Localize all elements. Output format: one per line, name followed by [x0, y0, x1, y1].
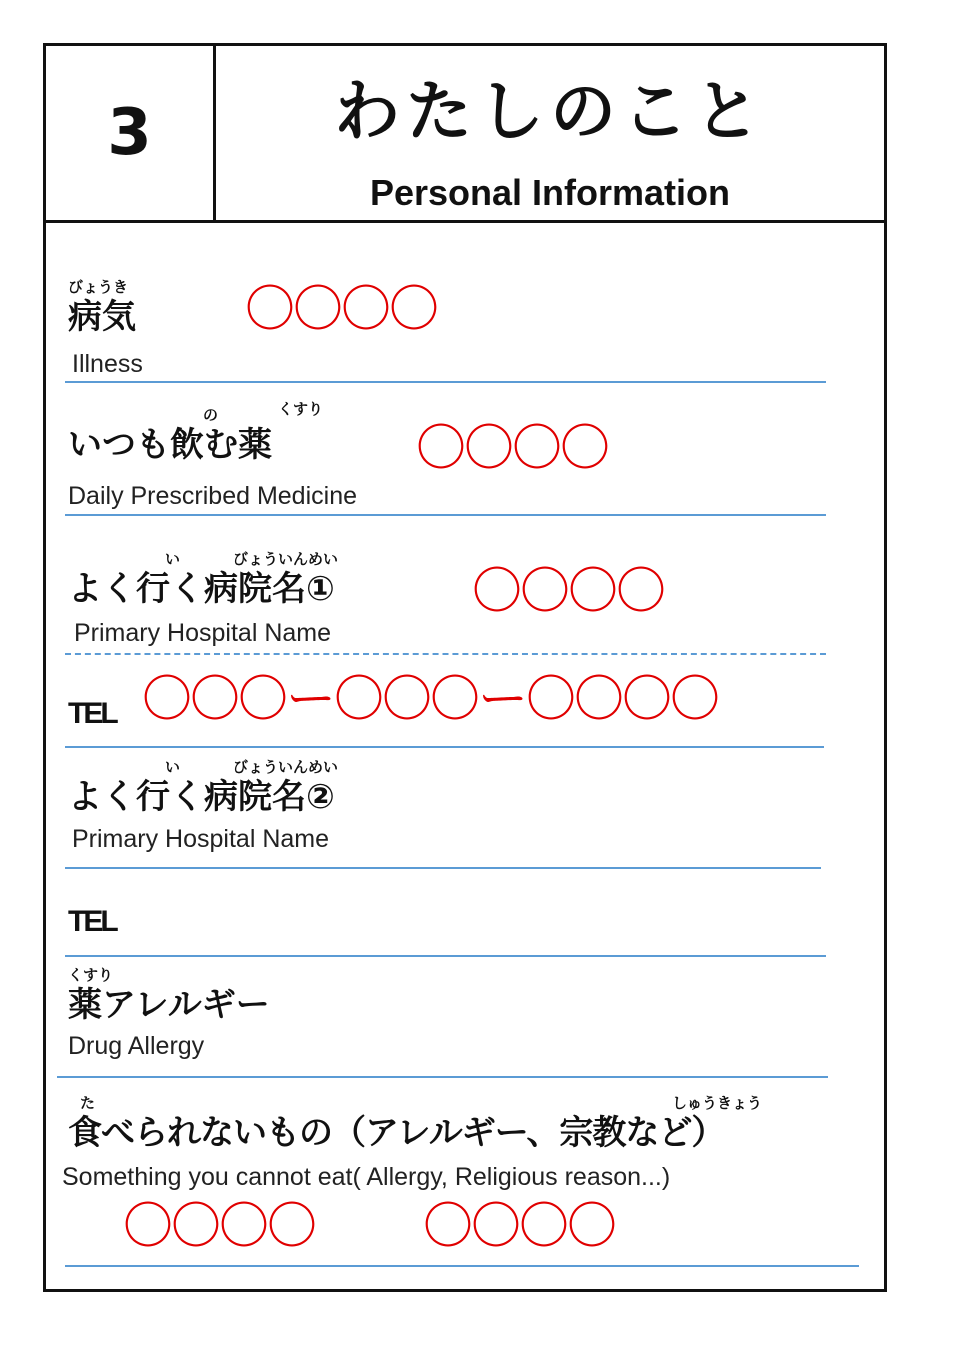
drug-allergy-rule	[57, 1076, 828, 1078]
hospital1-label-jp: よく行く病院名①	[68, 569, 335, 609]
section-number: 3	[107, 96, 152, 170]
hospital2-rule	[65, 867, 821, 869]
hospital1-ruby-iku: い	[165, 550, 181, 568]
hospital1-tel-value: 〇〇〇ー〇〇〇ー〇〇〇〇	[142, 670, 718, 728]
medicine-label-jp: いつも飲む薬	[68, 425, 272, 465]
hospital2-ruby-byouinmei: びょういんめい	[233, 758, 339, 776]
drug-allergy-label-en: Drug Allergy	[68, 1032, 205, 1060]
hospital2-tel-rule	[65, 955, 826, 957]
hospital1-label-en: Primary Hospital Name	[74, 619, 332, 647]
title-english: Personal Information	[369, 172, 731, 213]
medicine-rule	[65, 514, 826, 516]
hospital1-ruby-byouinmei: びょういんめい	[233, 550, 339, 568]
illness-ruby: びょうき	[68, 278, 129, 296]
food-value-1: 〇〇〇〇	[123, 1197, 315, 1255]
food-rule	[65, 1265, 859, 1267]
illness-rule	[65, 381, 826, 383]
illness-value: 〇〇〇〇	[245, 280, 437, 338]
hospital1-tel-rule	[65, 746, 824, 748]
hospital1-value: 〇〇〇〇	[472, 562, 664, 620]
hospital2-ruby-iku: い	[165, 758, 181, 776]
drug-allergy-ruby: くすり	[68, 966, 114, 984]
medicine-ruby-kusuri: くすり	[278, 400, 324, 418]
title-japanese: わたしのこと	[334, 73, 766, 150]
drug-allergy-label-jp: 薬アレルギー	[68, 985, 270, 1025]
hospital1-dashed-rule	[65, 653, 826, 655]
hospital2-tel-label: TEL	[68, 905, 116, 938]
food-ruby-shuukyou: しゅうきょう	[672, 1094, 763, 1112]
illness-label-jp: 病気	[68, 297, 136, 337]
header-divider-horizontal	[43, 220, 887, 223]
food-label-en: Something you cannot eat( Allergy, Religious reason...)	[62, 1163, 671, 1191]
food-ruby-taberu: た	[80, 1094, 96, 1112]
hospital2-label-en: Primary Hospital Name	[72, 825, 330, 853]
hospital1-tel-label: TEL	[68, 697, 116, 730]
food-label-jp: 食べられないもの（アレルギー、宗教など）	[68, 1113, 725, 1153]
medicine-ruby-nomu: の	[203, 406, 219, 424]
medicine-value: 〇〇〇〇	[416, 419, 608, 477]
medicine-label-en: Daily Prescribed Medicine	[68, 482, 358, 510]
illness-label-en: Illness	[72, 350, 143, 378]
food-value-2: 〇〇〇〇	[423, 1197, 615, 1255]
hospital2-label-jp: よく行く病院名②	[68, 777, 335, 817]
